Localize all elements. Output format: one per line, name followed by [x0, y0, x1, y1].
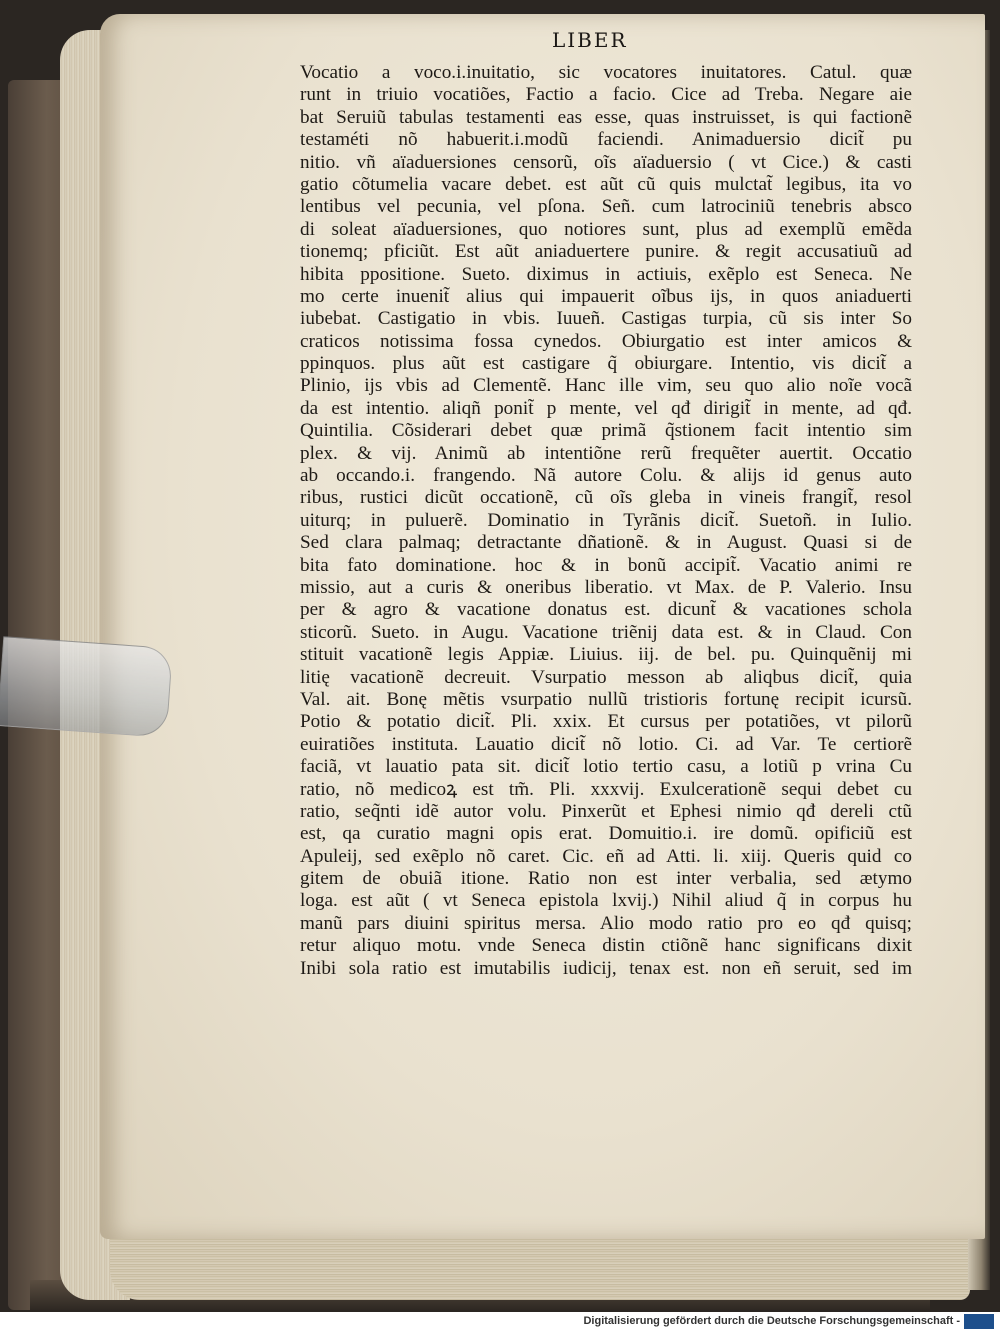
text-line: manũ pars diuini spiritus mersa. Alio modo ratio pro eo qđ quisq;	[300, 912, 912, 934]
text-line: iubebat. Castigatio in vbis. Iuueñ. Castigas turpia, cũ sis inter So	[300, 308, 912, 330]
text-line: testaméti nõ habuerit.i.modũ faciendi. Animaduersio dicit̃ pu	[300, 129, 912, 151]
text-line: ppinquos. plus aũt est castigare q̃ obiurgare. Intentio, vis dicit̃ a	[300, 353, 912, 375]
footer-bar	[0, 1312, 1000, 1332]
bookmark-clip	[0, 636, 173, 738]
text-line: Plinio, ijs vbis ad Clementẽ. Hanc ille vim, seu quo alio noĩe vocã	[300, 375, 912, 397]
text-line: Vocatio a voco.i.inuitatio, sic vocatores inuitatores. Catul. quæ	[300, 62, 912, 83]
running-head: LIBER	[552, 28, 628, 52]
text-line: ribus, rustici dicũt occationẽ, cũ oĩs gleba in vineis frangit̃, resol	[300, 487, 912, 509]
text-line: ratio, nõ medicoꝝ est tm̃. Pli. xxxvij. Exulcerationẽ sequi debet cu	[300, 778, 912, 800]
text-line: per & agro & vacatione donatus est. dicunt̃ & vacationes schola	[300, 599, 912, 621]
text-line: ratio, seq̃nti idẽ autor volu. Pinxerũt et Ephesi nimio qđ dereli ctũ	[300, 800, 912, 822]
dfg-logo	[964, 1314, 994, 1329]
text-line: euiratiões instituta. Lauatio dicit̃ nõ lotio. Ci. ad Var. Te certiorẽ	[300, 733, 912, 755]
text-line: craticos notissima fossa cynedos. Obiurgatio est inter amicos &	[300, 330, 912, 352]
text-line: litię vacationẽ decreuit. Vsurpatio messon ab aliqbus dicit̃, quia	[300, 666, 912, 688]
text-line: hibita ppositione. Sueto. diximus in actiuis, exẽplo est Seneca. Ne	[300, 263, 912, 285]
text-line: missio, aut a curis & oneribus liberatio. vt Max. de P. Valerio. Insu	[300, 576, 912, 598]
text-line: Apuleij, sed exẽplo nõ caret. Cic. eñ ad Atti. li. xiij. Queris quid co	[300, 845, 912, 867]
text-line: mo certe inuenit̃ alius qui impauerit oĩbus ijs, in quos aniaduerti	[300, 285, 912, 307]
text-line: tionemq; pficiũt. Est aũt aniaduertere punire. & regit accusatiuũ ad	[300, 241, 912, 263]
text-line: Potio & potatio dicit̃. Pli. xxix. Et cursus per potatiões, vt pilorũ	[300, 711, 912, 733]
text-line: faciã, vt lauatio pata sit. dicit̃ lotio tertio casu, a lotiũ p vrina Cu	[300, 756, 912, 778]
text-line: sticorũ. Sueto. in Augu. Vacatione triẽnij data est. & in Claud. Con	[300, 621, 912, 643]
text-line: gatio cõtumelia vacare debet. est aũt cũ quis mulctat̃ legibus, ita vo	[300, 173, 912, 195]
text-line: nitio. vñ aïaduersiones censorũ, oĩs aïaduersio ( vt Cice.) & casti	[300, 151, 912, 173]
text-line: da est intentio. aliqñ ponit̃ p mente, vel qđ dirigit̃ in mente, ad qđ.	[300, 397, 912, 419]
text-line: est, qa curatio magni opis erat. Domuitio.i. ire domũ. opificiũ est	[300, 823, 912, 845]
text-line: runt in triuio vocatiões, Factio a facio. Cice ad Treba. Negare aie	[300, 84, 912, 106]
text-line: bat Seruiũ tabulas testamenti eas esse, quas instruisset, is qui factionẽ	[300, 106, 912, 128]
show-through-mark	[360, 975, 420, 995]
text-line: stituit vacationẽ legis Appiæ. Liuius. iij. de bel. pu. Quinquẽnij mi	[300, 644, 912, 666]
text-line: ab occando.i. frangendo. Nã autore Colu. & alijs id genus auto	[300, 465, 912, 487]
text-line: loga. est aũt ( vt Seneca epistola lxvij.) Nihil aliud q̃ in corpus hu	[300, 890, 912, 912]
text-line: Inibi sola ratio est imutabilis iudicij, tenax est. non eñ seruit, sed im	[300, 957, 912, 979]
text-line: Sed clara palmaq; detractante dñationẽ. & in August. Quasi si de	[300, 532, 912, 554]
text-line: lentibus vel pecunia, vel pſona. Señ. cum latrociniũ tenebris absco	[300, 196, 912, 218]
text-line: gitem de obuiã itione. Ratio non est inter verbalia, sed ætymo	[300, 868, 912, 890]
text-line: di soleat aïaduersiones, quo notiores sunt, plus ad exemplũ emẽda	[300, 218, 912, 240]
page-text	[300, 62, 912, 980]
footer-credit: Digitalisierung gefördert durch die Deutsche Forschungsgemeinschaft -	[583, 1315, 960, 1327]
text-line: plex. & vij. Animũ ab intentiõne rerũ frequẽter auertit. Occatio	[300, 442, 912, 464]
text-line: uiturq; in puluerẽ. Dominatio in Tyrãnis dicit̃. Suetoñ. in Iulio.	[300, 509, 912, 531]
text-line: Val. ait. Bonę mẽtis vsurpatio nullũ tristioris fortunę recipit icursũ.	[300, 688, 912, 710]
text-line: bita fato dominatione. hoc & in bonũ accipit̃. Vacatio animi re	[300, 554, 912, 576]
text-line: Quintilia. Cõsiderari debet quæ primã q̃stionem facit intentio sim	[300, 420, 912, 442]
text-line: retur aliquo motu. vnde Seneca distin ctiõnẽ hanc significans dixit	[300, 935, 912, 957]
